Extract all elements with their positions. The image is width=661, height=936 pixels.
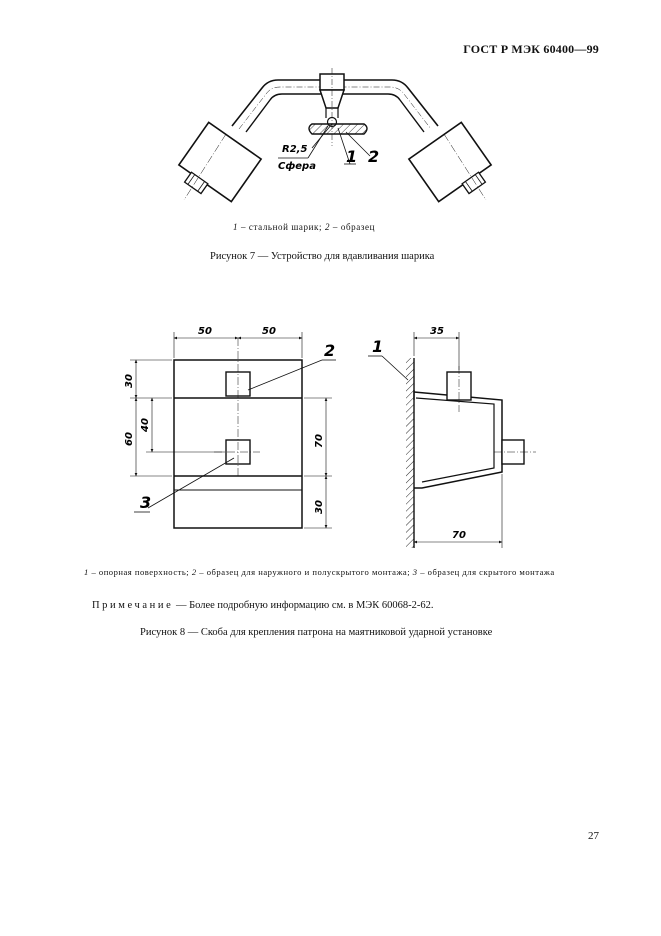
- dim-top-30: 30: [124, 374, 135, 388]
- callout-3: 3: [140, 493, 152, 512]
- sample-callout: 2: [368, 147, 380, 166]
- figure7-legend: 1 – стальной шарик; 2 – образец: [233, 222, 376, 232]
- dim-60: 60: [124, 432, 135, 446]
- dim-right-50: 50: [262, 326, 276, 337]
- dim-70-right: 70: [314, 434, 325, 448]
- figure7-caption: Рисунок 7 — Устройство для вдавливания шарика: [210, 251, 435, 262]
- callout-1: 1: [372, 337, 384, 356]
- dim-left-50: 50: [198, 326, 212, 337]
- left-weight: [179, 122, 261, 201]
- dim-35: 35: [430, 326, 444, 337]
- ball-callout: 1: [346, 147, 358, 166]
- callout-2: 2: [324, 341, 336, 360]
- right-weight: [409, 122, 491, 201]
- dim-40: 40: [140, 418, 151, 432]
- front-view: [124, 326, 336, 528]
- figure8-note: Примечание — Более подробную информацию см. в МЭК 60068-2-62.: [92, 600, 434, 611]
- figure8-drawing: [110, 312, 560, 552]
- figure7-drawing: [170, 64, 500, 210]
- sphere-label: Сфера: [278, 161, 316, 172]
- figure8-legend: 1 – опорная поверхность; 2 – образец для наружного и полускрытого монтажа; 3 – образец для скрытого монтажа: [84, 567, 555, 577]
- side-view: [368, 326, 536, 548]
- page-number: 27: [588, 830, 599, 842]
- radius-label: R2,5: [282, 144, 308, 155]
- document-code: ГОСТ Р МЭК 60400—99: [463, 42, 599, 56]
- dim-70-bottom: 70: [452, 530, 466, 541]
- figure8-caption: Рисунок 8 — Скоба для крепления патрона на маятниковой ударной установке: [140, 627, 493, 638]
- dim-bottom-30: 30: [314, 500, 325, 514]
